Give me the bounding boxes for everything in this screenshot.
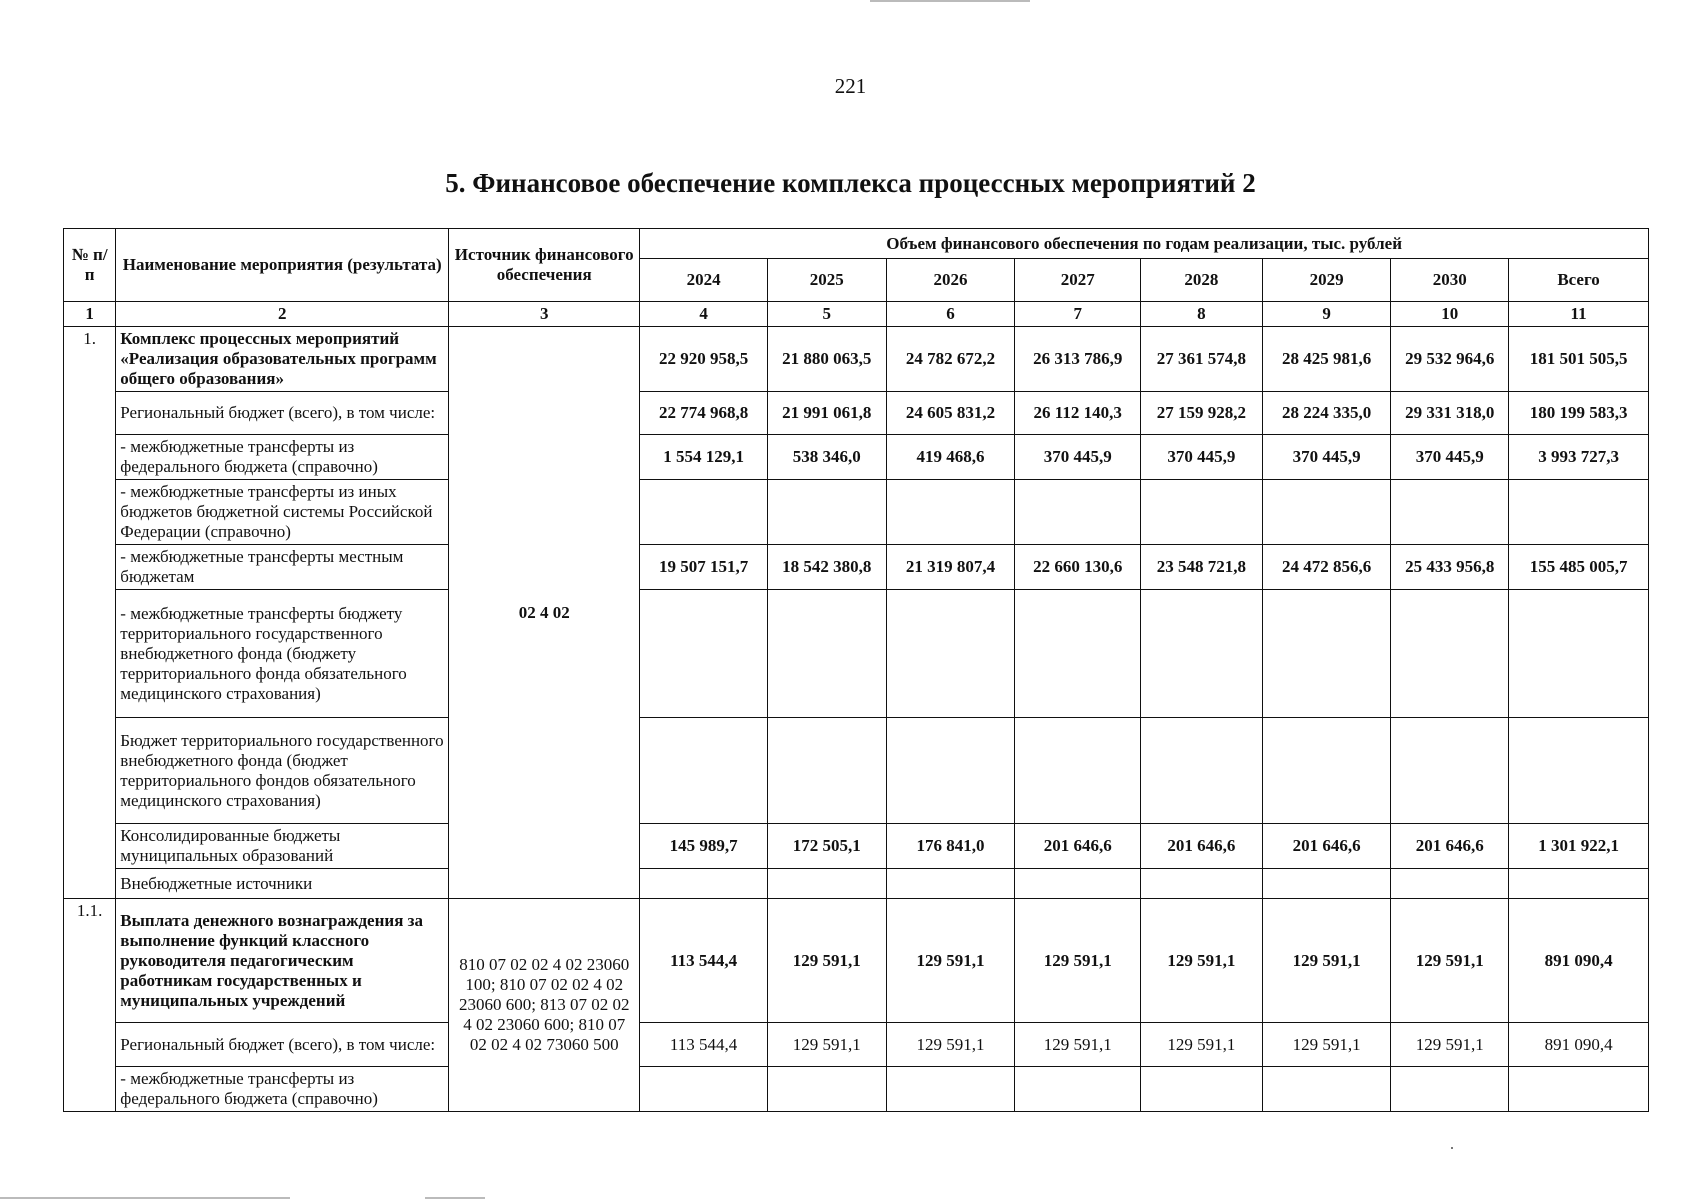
value-cell	[1391, 718, 1509, 824]
row-number: 1.1.	[64, 899, 116, 1112]
total-cell: 3 993 727,3	[1509, 435, 1649, 480]
value-cell: 129 591,1	[1262, 899, 1391, 1023]
value-cell: 24 605 831,2	[886, 392, 1015, 435]
header-source: Источник финансового обеспечения	[449, 229, 640, 302]
column-number: 7	[1015, 302, 1141, 327]
value-cell: 172 505,1	[767, 824, 886, 869]
value-cell: 129 591,1	[1262, 1023, 1391, 1067]
value-cell: 29 331 318,0	[1391, 392, 1509, 435]
row-name: Внебюджетные источники	[116, 869, 449, 899]
value-cell: 113 544,4	[640, 899, 768, 1023]
column-number: 1	[64, 302, 116, 327]
value-cell: 24 782 672,2	[886, 327, 1015, 392]
value-cell: 538 346,0	[767, 435, 886, 480]
value-cell: 21 880 063,5	[767, 327, 886, 392]
row-name: Выплата денежного вознаграждения за выполнение функций классного руководителя педагогическим работникам государственных и муниципальных учреждений	[116, 899, 449, 1023]
value-cell: 19 507 151,7	[640, 545, 768, 590]
value-cell	[1015, 480, 1141, 545]
value-cell: 129 591,1	[1141, 899, 1263, 1023]
value-cell	[1141, 869, 1263, 899]
header-year: 2030	[1391, 259, 1509, 302]
column-number: 3	[449, 302, 640, 327]
row-name: Бюджет территориального государственного внебюджетного фонда (бюджет территориального фондов обязательного медицинского страхования)	[116, 718, 449, 824]
table-row	[64, 899, 1649, 1023]
header-year: 2028	[1141, 259, 1263, 302]
value-cell: 129 591,1	[1391, 1023, 1509, 1067]
row-name: Региональный бюджет (всего), в том числе:	[116, 1023, 449, 1067]
value-cell	[886, 590, 1015, 718]
total-cell	[1509, 718, 1649, 824]
page-title: 5. Финансовое обеспечение комплекса процессных мероприятий 2	[445, 168, 1256, 198]
value-cell	[767, 718, 886, 824]
value-cell: 24 472 856,6	[1262, 545, 1391, 590]
value-cell: 129 591,1	[767, 1023, 886, 1067]
header-year: 2024	[640, 259, 768, 302]
value-cell	[886, 718, 1015, 824]
value-cell: 22 774 968,8	[640, 392, 768, 435]
total-cell: 891 090,4	[1509, 899, 1649, 1023]
total-cell	[1509, 1067, 1649, 1112]
table-row	[64, 545, 1649, 590]
value-cell: 29 532 964,6	[1391, 327, 1509, 392]
column-number: 8	[1141, 302, 1263, 327]
value-cell: 419 468,6	[886, 435, 1015, 480]
value-cell: 113 544,4	[640, 1023, 768, 1067]
header-num: № п/п	[64, 229, 116, 302]
total-cell	[1509, 869, 1649, 899]
value-cell: 28 224 335,0	[1262, 392, 1391, 435]
value-cell: 1 554 129,1	[640, 435, 768, 480]
total-cell	[1509, 590, 1649, 718]
value-cell: 18 542 380,8	[767, 545, 886, 590]
value-cell: 23 548 721,8	[1141, 545, 1263, 590]
value-cell: 370 445,9	[1141, 435, 1263, 480]
total-cell: 181 501 505,5	[1509, 327, 1649, 392]
value-cell	[1015, 718, 1141, 824]
value-cell	[1391, 480, 1509, 545]
table-row	[64, 1067, 1649, 1112]
value-cell	[640, 869, 768, 899]
value-cell	[767, 480, 886, 545]
value-cell: 21 991 061,8	[767, 392, 886, 435]
column-number: 9	[1262, 302, 1391, 327]
table-row	[64, 392, 1649, 435]
value-cell: 129 591,1	[1015, 899, 1141, 1023]
value-cell	[1262, 480, 1391, 545]
table-row	[64, 824, 1649, 869]
value-cell: 129 591,1	[1015, 1023, 1141, 1067]
scan-edge-bottom	[0, 1197, 290, 1199]
column-number: 5	[767, 302, 886, 327]
value-cell: 25 433 956,8	[1391, 545, 1509, 590]
value-cell	[1141, 1067, 1263, 1112]
table-row	[64, 480, 1649, 545]
page-number: 221	[834, 74, 867, 98]
column-number: 4	[640, 302, 768, 327]
column-number: 11	[1509, 302, 1649, 327]
value-cell: 370 445,9	[1391, 435, 1509, 480]
value-cell: 26 112 140,3	[1015, 392, 1141, 435]
value-cell	[640, 1067, 768, 1112]
value-cell: 129 591,1	[1141, 1023, 1263, 1067]
value-cell: 22 920 958,5	[640, 327, 768, 392]
table-row	[64, 869, 1649, 899]
value-cell: 145 989,7	[640, 824, 768, 869]
value-cell: 201 646,6	[1141, 824, 1263, 869]
value-cell	[1015, 1067, 1141, 1112]
total-cell: 1 301 922,1	[1509, 824, 1649, 869]
row-name: - межбюджетные трансферты из иных бюджетов бюджетной системы Российской Федерации (справочно)	[116, 480, 449, 545]
column-numbers-row	[64, 302, 1649, 327]
funding-source: 810 07 02 02 4 02 23060 100; 810 07 02 02 4 02 23060 600; 813 07 02 02 4 02 23060 600; 810 07 02 02 4 02 73060 500	[449, 899, 640, 1112]
column-number: 10	[1391, 302, 1509, 327]
row-name: - межбюджетные трансферты бюджету территориального государственного внебюджетного фонда (бюджету территориального фонда обязательного медицинского страхования)	[116, 590, 449, 718]
header-year: 2029	[1262, 259, 1391, 302]
row-name: - межбюджетные трансферты из федерального бюджета (справочно)	[116, 435, 449, 480]
value-cell	[1141, 718, 1263, 824]
value-cell: 129 591,1	[886, 1023, 1015, 1067]
header-year: 2027	[1015, 259, 1141, 302]
value-cell: 21 319 807,4	[886, 545, 1015, 590]
value-cell	[1141, 590, 1263, 718]
value-cell	[1262, 869, 1391, 899]
value-cell	[767, 1067, 886, 1112]
value-cell	[1015, 590, 1141, 718]
funding-source: 02 4 02	[449, 327, 640, 899]
value-cell: 201 646,6	[1262, 824, 1391, 869]
financing-table	[63, 228, 1649, 1112]
value-cell	[886, 480, 1015, 545]
row-name: - межбюджетные трансферты местным бюджетам	[116, 545, 449, 590]
table-row	[64, 590, 1649, 718]
scan-speck	[1451, 1147, 1453, 1149]
value-cell: 129 591,1	[886, 899, 1015, 1023]
value-cell	[1262, 1067, 1391, 1112]
value-cell: 129 591,1	[767, 899, 886, 1023]
total-cell	[1509, 480, 1649, 545]
value-cell	[1391, 869, 1509, 899]
row-name: - межбюджетные трансферты из федерального бюджета (справочно)	[116, 1067, 449, 1112]
table-row	[64, 1023, 1649, 1067]
value-cell	[886, 1067, 1015, 1112]
total-cell: 891 090,4	[1509, 1023, 1649, 1067]
header-year: 2026	[886, 259, 1015, 302]
header-volume: Объем финансового обеспечения по годам реализации, тыс. рублей	[640, 229, 1649, 259]
value-cell	[640, 480, 768, 545]
value-cell: 129 591,1	[1391, 899, 1509, 1023]
value-cell	[886, 869, 1015, 899]
value-cell: 201 646,6	[1015, 824, 1141, 869]
value-cell	[640, 718, 768, 824]
row-name: Комплекс процессных мероприятий «Реализация образовательных программ общего образования»	[116, 327, 449, 392]
value-cell	[767, 590, 886, 718]
header-total: Всего	[1509, 259, 1649, 302]
value-cell: 27 159 928,2	[1141, 392, 1263, 435]
value-cell	[1015, 869, 1141, 899]
value-cell	[767, 869, 886, 899]
row-name: Консолидированные бюджеты муниципальных образований	[116, 824, 449, 869]
total-cell: 180 199 583,3	[1509, 392, 1649, 435]
value-cell: 370 445,9	[1015, 435, 1141, 480]
total-cell: 155 485 005,7	[1509, 545, 1649, 590]
scan-edge-bottom	[425, 1197, 485, 1199]
value-cell: 22 660 130,6	[1015, 545, 1141, 590]
column-number: 6	[886, 302, 1015, 327]
row-name: Региональный бюджет (всего), в том числе:	[116, 392, 449, 435]
row-number: 1.	[64, 327, 116, 899]
value-cell	[1391, 590, 1509, 718]
value-cell: 201 646,6	[1391, 824, 1509, 869]
column-number: 2	[116, 302, 449, 327]
value-cell	[1262, 718, 1391, 824]
table-row	[64, 327, 1649, 392]
scan-edge-top	[870, 0, 1030, 2]
value-cell: 27 361 574,8	[1141, 327, 1263, 392]
value-cell: 370 445,9	[1262, 435, 1391, 480]
header-name: Наименование мероприятия (результата)	[116, 229, 449, 302]
header-year: 2025	[767, 259, 886, 302]
table-row	[64, 435, 1649, 480]
value-cell	[1262, 590, 1391, 718]
value-cell	[1391, 1067, 1509, 1112]
value-cell: 28 425 981,6	[1262, 327, 1391, 392]
table-row	[64, 718, 1649, 824]
value-cell	[1141, 480, 1263, 545]
value-cell: 26 313 786,9	[1015, 327, 1141, 392]
value-cell: 176 841,0	[886, 824, 1015, 869]
value-cell	[640, 590, 768, 718]
